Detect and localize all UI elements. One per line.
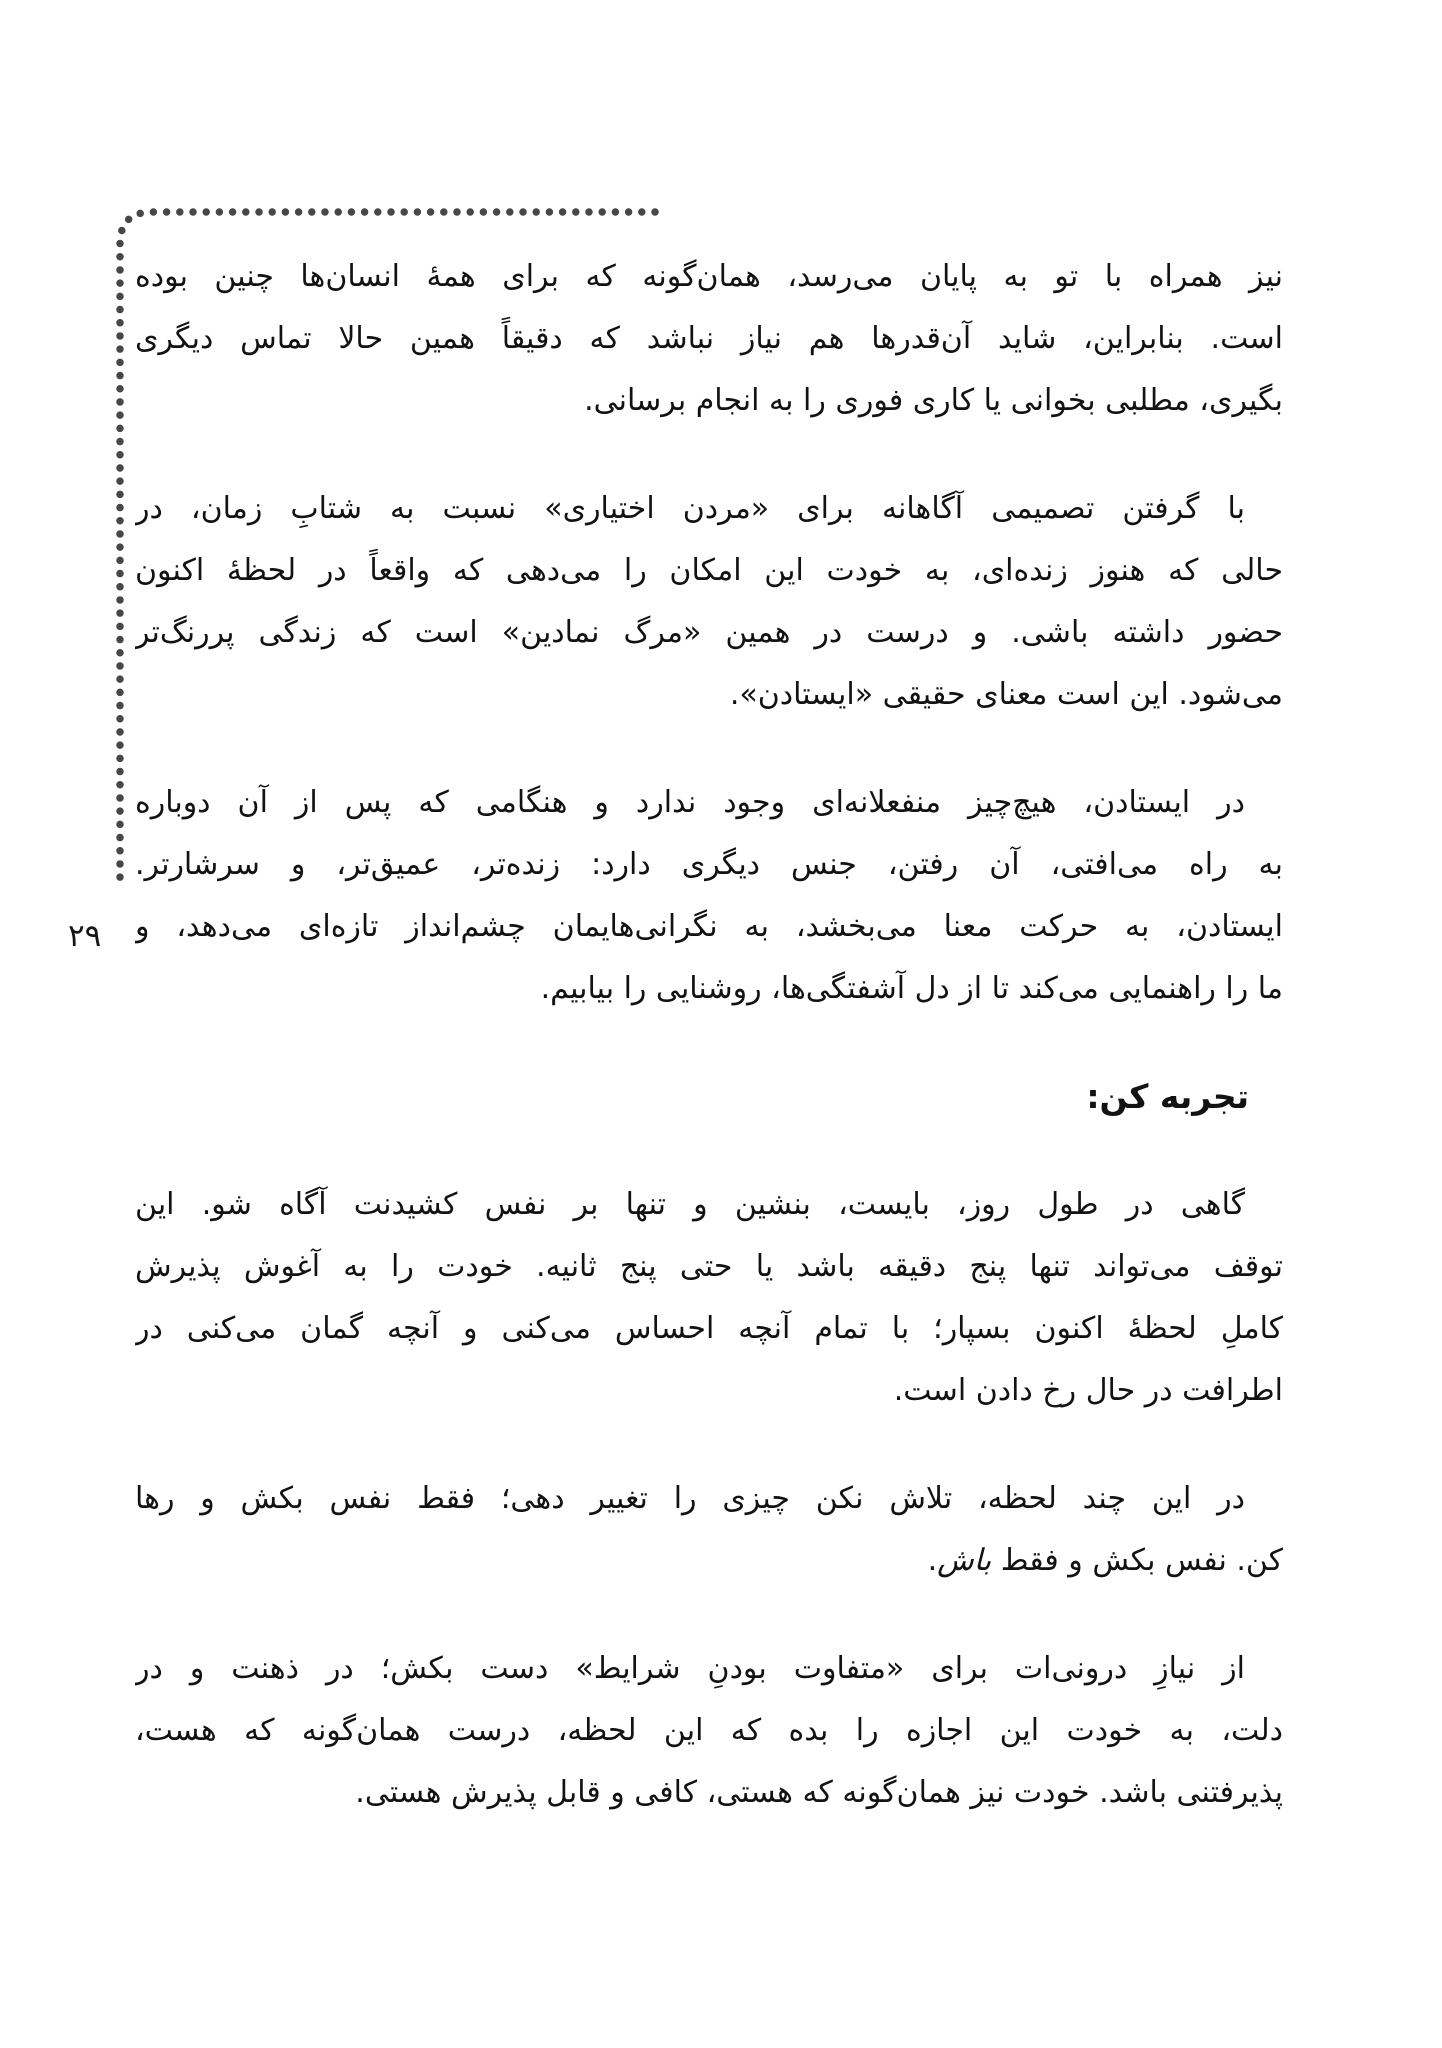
text-line: کاملِ لحظهٔ اکنون بسپار؛ با تمام آنچه احساس می‌کنی و آنچه گمان می‌کنی در <box>135 1311 1283 1346</box>
text-line: حضور داشته باشی. و درست در همین «مرگ نمادین» است که زندگی پررنگ‌تر <box>135 615 1283 650</box>
section-heading: تجربه کن: <box>1086 1077 1249 1116</box>
body-text <box>135 246 1283 1870</box>
text-line: بگیری، مطلبی بخوانی یا کاری فوری را به انجام برسانی. <box>584 383 1283 418</box>
text-line: گاهی در طول روز، بایست، بنشین و تنها بر نفس کشیدنت آگاه شو. این <box>135 1187 1245 1222</box>
paragraph <box>135 478 1283 726</box>
text-line: با گرفتن تصمیمی آگاهانه برای «مردن اختیاری» نسبت به شتابِ زمان، در <box>135 491 1245 526</box>
text-line: توقف می‌تواند تنها پنج دقیقه باشد یا حتی پنج ثانیه. خودت را به آغوش پذیرش <box>135 1249 1283 1284</box>
paragraph <box>135 1638 1283 1824</box>
text-segment: کن. نفس بکش و فقط <box>991 1543 1283 1578</box>
text-line: ما را راهنمایی می‌کند تا از دل آشفتگی‌ها، روشنایی را بیابیم. <box>540 971 1283 1006</box>
paragraph <box>135 246 1283 432</box>
text-line: حالی که هنوز زنده‌ای، به خودت این امکان را می‌دهی که واقعاً در لحظهٔ اکنون <box>135 553 1283 588</box>
paragraph <box>135 1468 1283 1592</box>
paragraph <box>135 1174 1283 1422</box>
text-line: به راه می‌افتی، آن رفتن، جنس دیگری دارد: زنده‌تر، عمیق‌تر، و سرشارتر. <box>135 847 1283 882</box>
text-line: است. بنابراین، شاید آن‌قدرها هم نیاز نباشد که دقیقاً همین حالا تماس دیگری <box>135 321 1283 356</box>
text-line: از نیازِ درونی‌ات برای «متفاوت بودنِ شرایط» دست بکش؛ در ذهنت و در <box>135 1651 1245 1686</box>
text-line: می‌شود. این است معنای حقیقی «ایستادن». <box>729 677 1283 712</box>
text-line: نیز همراه با تو به پایان می‌رسد، همان‌گونه که برای همهٔ انسان‌ها چنین بوده <box>135 259 1283 294</box>
emphasized-word: باش <box>937 1543 992 1578</box>
text-line: در ایستادن، هیچ‌چیز منفعلانه‌ای وجود ندارد و هنگامی که پس از آن دوباره <box>135 785 1245 820</box>
text-line: پذیرفتنی باشد. خودت نیز همان‌گونه که هستی، کافی و قابل پذیرش هستی. <box>355 1775 1283 1810</box>
page-number: ۲۹ <box>68 918 102 954</box>
paragraph <box>135 772 1283 1020</box>
text-line: در این چند لحظه، تلاش نکن چیزی را تغییر دهی؛ فقط نفس بکش و رها <box>135 1481 1245 1516</box>
text-line: دلت، به خودت این اجازه را بده که این لحظه، درست همان‌گونه که هست، <box>135 1713 1283 1748</box>
text-line <box>135 1530 1283 1592</box>
text-line: اطرافت در حال رخ دادن است. <box>893 1373 1283 1408</box>
text-line: ایستادن، به حرکت معنا می‌بخشد، به نگرانی‌هایمان چشم‌انداز تازه‌ای می‌دهد، و <box>135 909 1283 944</box>
text-segment: . <box>927 1543 938 1578</box>
